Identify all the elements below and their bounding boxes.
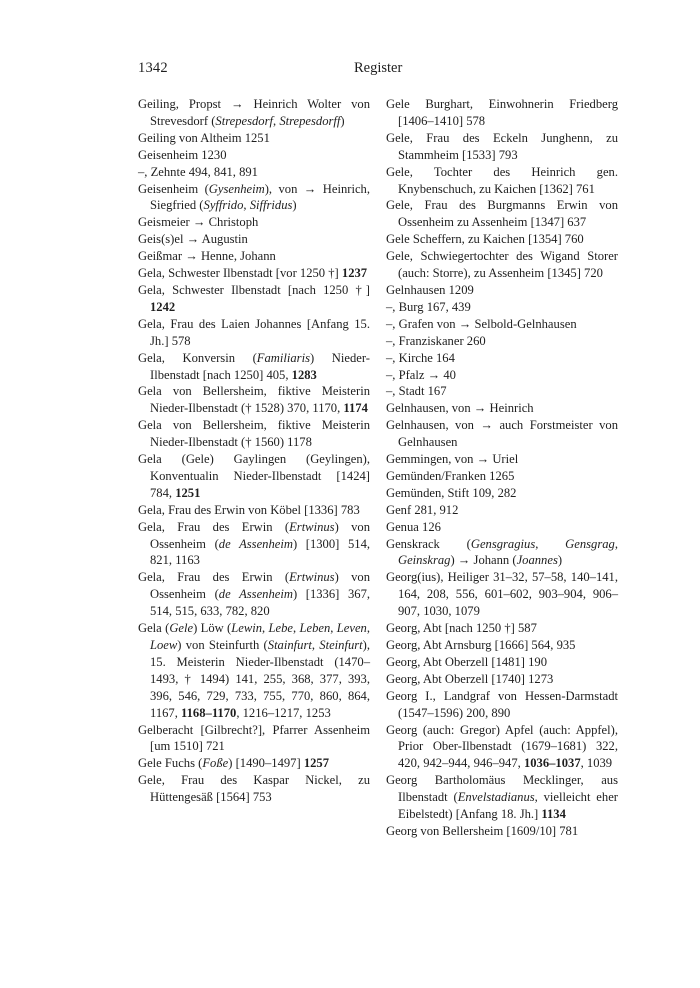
index-entry: Geismeier → Christoph (138, 215, 259, 230)
index-entry: Genskrack (Gensgragius, Gensgrag, Geinskrag) → Johann (Joannes) (386, 536, 618, 568)
index-entry: Geißmar → Henne, Johann (138, 249, 276, 264)
index-entry: Genua 126 (386, 519, 441, 534)
index-entry: Geisenheim 1230 (138, 147, 227, 162)
index-entry: –, Zehnte 494, 841, 891 (138, 164, 258, 179)
index-entry: Gele Scheffern, zu Kaichen [1354] 760 (386, 232, 584, 247)
index-entry: Gela von Bellersheim, fiktive Meisterin Nieder-Ilbenstadt († 1528) 370, 1170, 1174 (138, 384, 370, 416)
index-entry: Gela (Gele) Löw (Lewin, Lebe, Leben, Leven, Loew) von Steinfurth (Stainfurt, Steinfurt), 15. Meisterin Nieder-Ilbenstadt (1470–1493, † 1494) 141, 255, 368, 377, 393, 396, 546, 729, 733, 755, 770, 860, 864, 1167, 1168–1170, 1216–1217, 1253 (138, 621, 371, 720)
index-entry: Georg(ius), Heiliger 31–32, 57–58, 140–141, 164, 208, 556, 601–602, 903–904, 906–907, 1030, 1079 (386, 570, 618, 619)
index-entry: Gemünden, Stift 109, 282 (386, 485, 517, 500)
index-entry: Gela, Frau des Erwin von Köbel [1336] 783 (138, 502, 360, 517)
index-entry: Georg, Abt [nach 1250 †] 587 (386, 621, 537, 636)
index-entry: –, Kirche 164 (386, 350, 455, 365)
index-entry: Geis(s)el → Augustin (138, 232, 248, 247)
index-entry: Gela, Frau des Erwin (Ertwinus) von Ossenheim (de Assenheim) [1336] 367, 514, 515, 633, 782, 820 (138, 570, 371, 619)
index-entry: Gela, Schwester Ilbenstadt [vor 1250 †] 1237 (138, 266, 368, 281)
index-entry: Gela von Bellersheim, fiktive Meisterin Nieder-Ilbenstadt († 1560) 1178 (138, 418, 370, 450)
index-entry: Gele, Frau des Eckeln Junghenn, zu Stammheim [1533] 793 (386, 130, 618, 162)
page-number: 1342 (138, 60, 168, 76)
index-entry: Georg Bartholomäus Mecklinger, aus Ilbenstadt (Envelstadianus, vielleicht eher Eibelstedt) [Anfang 18. Jh.] 1134 (386, 773, 618, 822)
index-entry: Gela (Gele) Gaylingen (Geylingen), Konventualin Nieder-Ilbenstadt [1424] 784, 1251 (138, 452, 370, 500)
index-entry: –, Burg 167, 439 (386, 299, 471, 314)
index-entry: Georg (auch: Gregor) Apfel (auch: Appfel), Prior Ober-Ilbenstadt (1679–1681) 322, 420, 942–944, 946–947, 1036–1037, 1039 (386, 722, 618, 771)
index-entry: Gelnhausen, von → auch Forstmeister von Gelnhausen (386, 418, 618, 450)
index-entry: Geiling von Altheim 1251 (138, 130, 270, 145)
index-entry: Georg, Abt Oberzell [1481] 190 (386, 654, 548, 669)
index-entry: –, Stadt 167 (386, 384, 447, 399)
index-entry: Georg, Abt Oberzell [1740] 1273 (386, 671, 554, 686)
index-entry: Gela, Schwester Ilbenstadt [nach 1250 †] 1242 (138, 282, 370, 314)
running-head: Register (354, 60, 403, 76)
index-entry: Genf 281, 912 (386, 502, 459, 517)
index-entry: Gele Fuchs (Foße) [1490–1497] 1257 (138, 756, 329, 771)
index-entry: Georg von Bellersheim [1609/10] 781 (386, 823, 579, 838)
index-entry: Georg I., Landgraf von Hessen-Darmstadt (1547–1596) 200, 890 (386, 688, 618, 720)
index-entry: Gela, Konversin (Familiaris) Nieder-Ilbenstadt [nach 1250] 405, 1283 (138, 350, 370, 382)
index-entry: Gele, Frau des Kaspar Nickel, zu Hüttengesäß [1564] 753 (138, 773, 370, 805)
index-entry: Gela, Frau des Erwin (Ertwinus) von Ossenheim (de Assenheim) [1300] 514, 821, 1163 (138, 519, 371, 568)
index-entry: –, Pfalz → 40 (386, 367, 456, 382)
index-entry: Gele, Tochter des Heinrich gen. Knybenschuch, zu Kaichen [1362] 761 (386, 164, 618, 196)
index-entry: Gelberacht [Gilbrecht?], Pfarrer Assenheim [um 1510] 721 (138, 722, 370, 754)
index-entry: Gele, Schwiegertochter des Wigand Storer (auch: Storre), zu Assenheim [1345] 720 (386, 249, 618, 281)
index-entry: Gemmingen, von → Uriel (386, 452, 519, 467)
index-entry: Gemünden/Franken 1265 (386, 468, 515, 483)
index-entry: Geiling, Propst → Heinrich Wolter von Strevesdorf (Strepesdorf, Strepesdorff) (138, 97, 370, 128)
index-entry: Gele Burghart, Einwohnerin Friedberg [1406–1410] 578 (386, 97, 618, 128)
index-entry: –, Grafen von → Selbold-Gelnhausen (386, 316, 577, 331)
index-column-right (386, 96, 618, 840)
index-entry: Gelnhausen, von → Heinrich (386, 401, 534, 416)
index-entry: –, Franziskaner 260 (386, 333, 486, 348)
index-column-left (138, 96, 370, 806)
index-entry: Gelnhausen 1209 (386, 282, 474, 297)
index-entry: Gela, Frau des Laien Johannes [Anfang 15. Jh.] 578 (138, 316, 370, 348)
index-entry: Gele, Frau des Burgmanns Erwin von Ossenheim zu Assenheim [1347] 637 (386, 198, 618, 230)
index-entry: Geisenheim (Gysenheim), von → Heinrich, Siegfried (Syffrido, Siffridus) (138, 181, 370, 213)
index-entry: Georg, Abt Arnsburg [1666] 564, 935 (386, 638, 576, 652)
